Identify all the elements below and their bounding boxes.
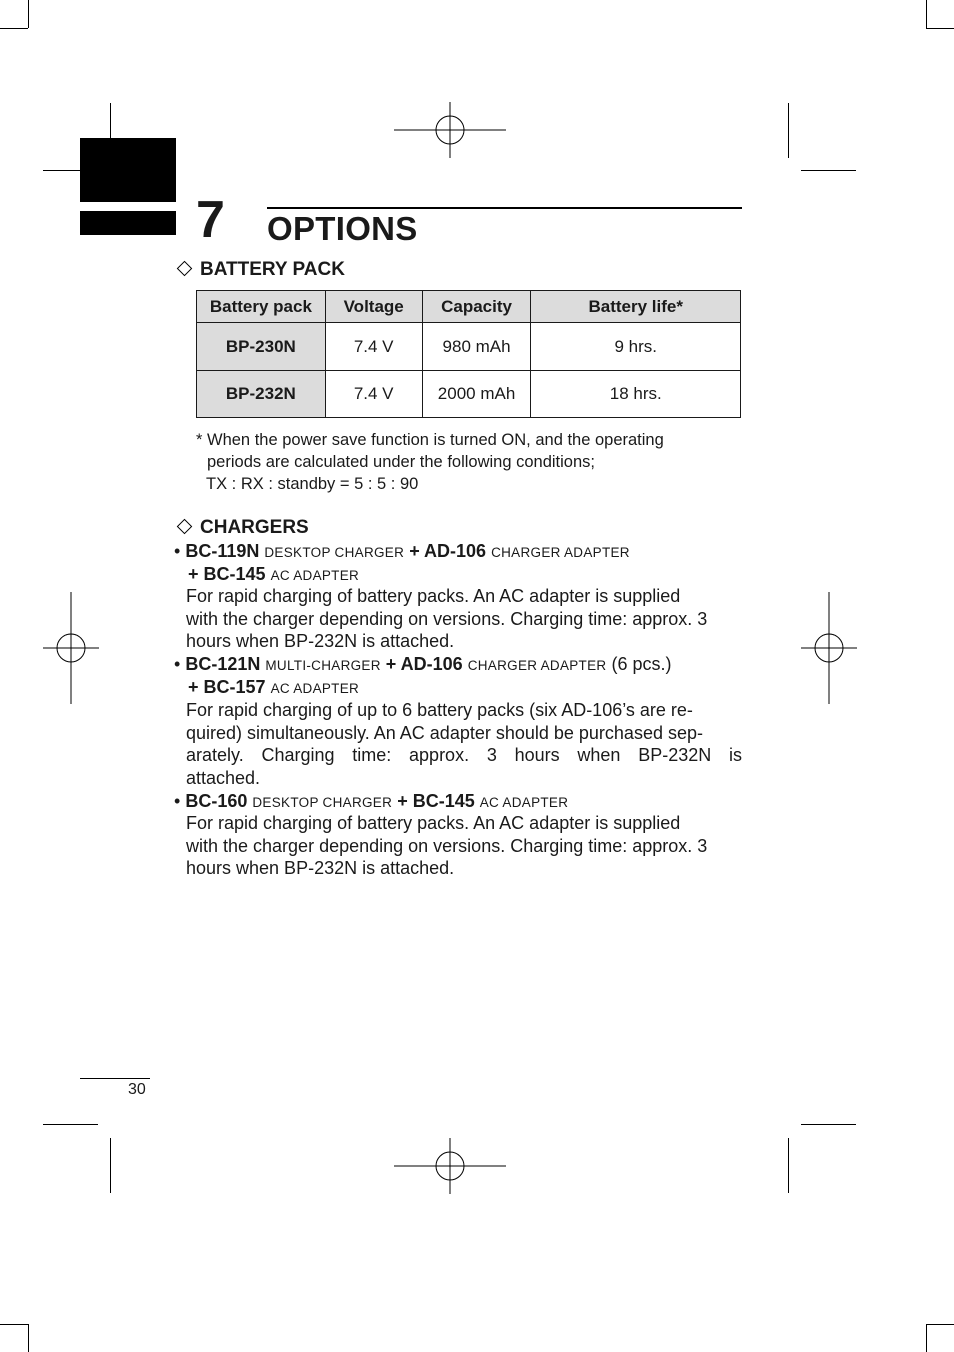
registration-mark-bottom — [394, 1138, 506, 1194]
chapter-tab-block — [80, 138, 176, 202]
table-cell: BP-232N — [197, 371, 326, 418]
registration-mark-top — [394, 102, 506, 158]
table-row — [197, 323, 741, 371]
model-name: BC-160 — [185, 791, 248, 811]
table-header-cell: Battery pack — [197, 291, 326, 323]
charger-description: For rapid charging of battery packs. An AC adapter is supplied with the charger depending on versions. Charging time: approx. 3 hours when BP-232N is attached. — [186, 813, 708, 879]
model-name: BC-121N — [185, 654, 261, 674]
model-name: BC-119N — [185, 541, 260, 561]
table-cell: BP-230N — [197, 323, 326, 371]
table-cell: 2000 mAh — [422, 371, 531, 418]
page-number-rule — [80, 1078, 150, 1079]
table-header-cell: Voltage — [325, 291, 422, 323]
battery-table — [196, 290, 741, 418]
note-line: * When the power save function is turned ON, and the operating — [196, 431, 664, 449]
battery-note — [196, 429, 664, 495]
chapter-rule — [267, 207, 742, 209]
table-cell: 18 hrs. — [531, 371, 741, 418]
table-cell: 7.4 V — [325, 371, 422, 418]
table-header-cell: Battery life* — [531, 291, 741, 323]
charger-item-bc119n: • BC-119N DESKTOP CHARGER + AD-106 CHARGER ADAPTER — [174, 541, 630, 561]
diamond-icon — [177, 261, 193, 277]
charger-description: For rapid charging of battery packs. An AC adapter is supplied with the charger depending on versions. Charging time: approx. 3 hours when BP-232N is attached. — [186, 586, 708, 652]
battery-pack-heading: BATTERY PACK — [176, 260, 345, 279]
chapter-number: 7 — [196, 191, 225, 249]
diamond-icon — [177, 519, 193, 535]
table-cell: 980 mAh — [422, 323, 531, 371]
registration-mark-left — [43, 592, 99, 704]
charger-item-bc160: • BC-160 DESKTOP CHARGER + BC-145 AC ADAPTER — [174, 791, 569, 811]
chargers-heading: CHARGERS — [176, 518, 309, 537]
note-line: TX : RX : standby = 5 : 5 : 90 — [206, 475, 419, 493]
charger-item-bc121n-line2: + BC-157 AC ADAPTER — [188, 677, 360, 697]
charger-item-bc121n: • BC-121N MULTI-CHARGER + AD-106 CHARGER ADAPTER (6 pcs.) — [174, 654, 672, 674]
table-row — [197, 371, 741, 418]
registration-mark-right — [801, 592, 857, 704]
table-header-cell: Capacity — [422, 291, 531, 323]
chapter-tab-bar — [80, 211, 176, 235]
note-line: periods are calculated under the following conditions; — [207, 453, 595, 471]
charger-description: For rapid charging of up to 6 battery packs (six AD-106’s are re- quired) simultaneously. An AC adapter should be purchased sep- arately. Charging time: approx. 3 hours when BP-232N is attached. — [186, 700, 742, 789]
table-cell: 9 hrs. — [531, 323, 741, 371]
page-number: 30 — [128, 1081, 146, 1098]
table-cell: 7.4 V — [325, 323, 422, 371]
chapter-title: OPTIONS — [267, 210, 418, 247]
table-header-row — [197, 291, 741, 323]
charger-item-bc119n-line2: + BC-145 AC ADAPTER — [188, 564, 360, 584]
